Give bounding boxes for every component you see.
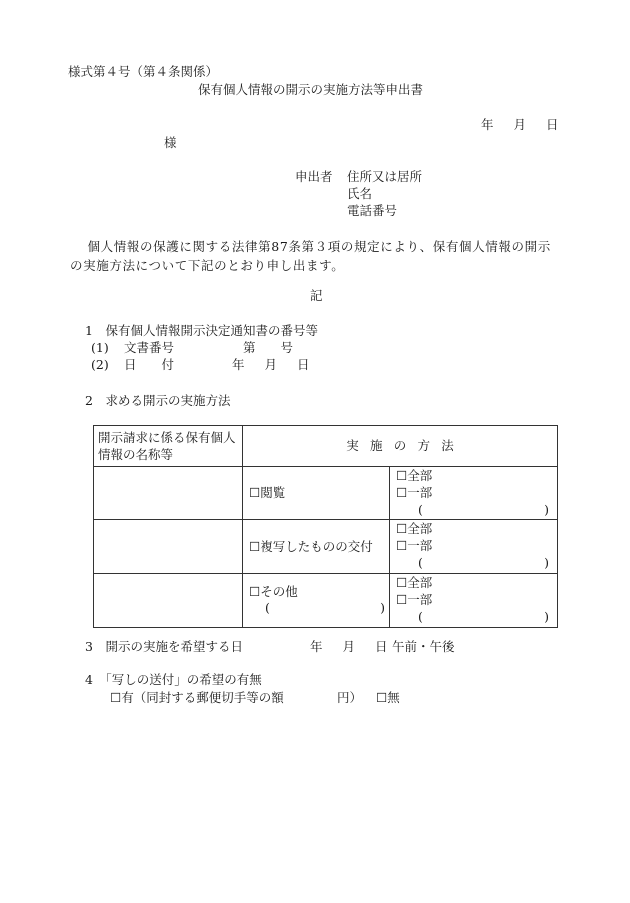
- yen-label: 円）: [337, 690, 363, 705]
- section4-heading: 4 「写しの送付」の希望の有無: [85, 672, 262, 687]
- option-all-checkbox[interactable]: ☐全部: [396, 575, 433, 590]
- paren-open: (: [418, 501, 423, 517]
- option-all-checkbox[interactable]: ☐全部: [396, 521, 433, 537]
- method-cell: [243, 574, 390, 628]
- method-table: [93, 425, 558, 628]
- table-row: [94, 574, 558, 628]
- info-name-cell[interactable]: [94, 466, 243, 520]
- option-cell: [390, 466, 558, 520]
- method-view-checkbox[interactable]: ☐閲覧: [249, 484, 286, 500]
- doc-number-value: 第 号: [243, 340, 294, 355]
- paren-close: ): [544, 555, 550, 571]
- form-title: 保有個人情報の開示の実施方法等申出書: [198, 82, 424, 97]
- paren-close: ): [544, 501, 550, 517]
- addressee: 様: [164, 135, 177, 150]
- paren-open: (: [418, 555, 423, 571]
- info-name-cell[interactable]: [94, 520, 243, 574]
- desired-date[interactable]: 年 月 日: [310, 639, 392, 654]
- intro-paragraph: [70, 237, 560, 276]
- paren-close: ): [380, 600, 385, 616]
- address-label: 住所又は居所: [347, 169, 423, 184]
- section2-heading: 2 求める開示の実施方法: [85, 393, 231, 408]
- table-header-row: [94, 426, 558, 467]
- option-part-checkbox[interactable]: ☐一部: [396, 484, 433, 500]
- send-copy-no-checkbox[interactable]: ☐無: [376, 690, 400, 705]
- doc-date-value: 年 月 日: [232, 357, 314, 372]
- method-copy-checkbox[interactable]: ☐複写したものの交付: [249, 538, 373, 554]
- option-cell: [390, 520, 558, 574]
- method-cell: [243, 520, 390, 574]
- date-line: 年 月 日: [481, 117, 563, 132]
- table-row: [94, 466, 558, 520]
- ki-marker: 記: [310, 288, 323, 303]
- paren-open: (: [265, 600, 270, 616]
- doc-number-label: 文書番号: [124, 340, 175, 355]
- method-cell: [243, 466, 390, 520]
- form-number: 様式第４号（第４条関係）: [68, 64, 219, 79]
- option-detail-field[interactable]: [396, 609, 557, 626]
- col2-header: 実施の方法: [243, 426, 558, 467]
- option-detail-field[interactable]: [396, 555, 557, 572]
- option-part-checkbox[interactable]: ☐一部: [396, 591, 433, 607]
- paren-close: ): [544, 608, 550, 624]
- method-other-field[interactable]: [249, 600, 389, 616]
- doc-number-num: (1): [91, 340, 109, 355]
- ampm-choice[interactable]: 午前・午後: [392, 639, 455, 654]
- doc-date-num: (2): [91, 357, 109, 372]
- name-label: 氏名: [347, 186, 373, 201]
- option-all-checkbox[interactable]: ☐全部: [396, 467, 433, 483]
- option-part-checkbox[interactable]: ☐一部: [396, 538, 433, 554]
- phone-label: 電話番号: [347, 203, 398, 218]
- section1-heading: 1 保有個人情報開示決定通知書の番号等: [85, 323, 318, 338]
- table-row: [94, 520, 558, 574]
- section3-heading: 3 開示の実施を希望する日: [85, 639, 243, 654]
- doc-date-label: 日 付: [124, 357, 175, 372]
- col1-header: 開示請求に係る保有個人情報の名称等: [94, 426, 243, 467]
- option-detail-field[interactable]: [396, 502, 557, 519]
- paren-open: (: [418, 608, 423, 624]
- send-copy-yes-checkbox[interactable]: ☐有（同封する郵便切手等の額: [110, 690, 284, 705]
- intro-text: 個人情報の保護に関する法律第87条第３項の規定により、保有個人情報の開示の実施方法について下記のとおり申し出ます。: [70, 239, 551, 274]
- info-name-cell[interactable]: [94, 574, 243, 628]
- option-cell: [390, 574, 558, 628]
- applicant-label: 申出者: [295, 169, 333, 184]
- method-other-checkbox[interactable]: ☐その他: [249, 584, 298, 600]
